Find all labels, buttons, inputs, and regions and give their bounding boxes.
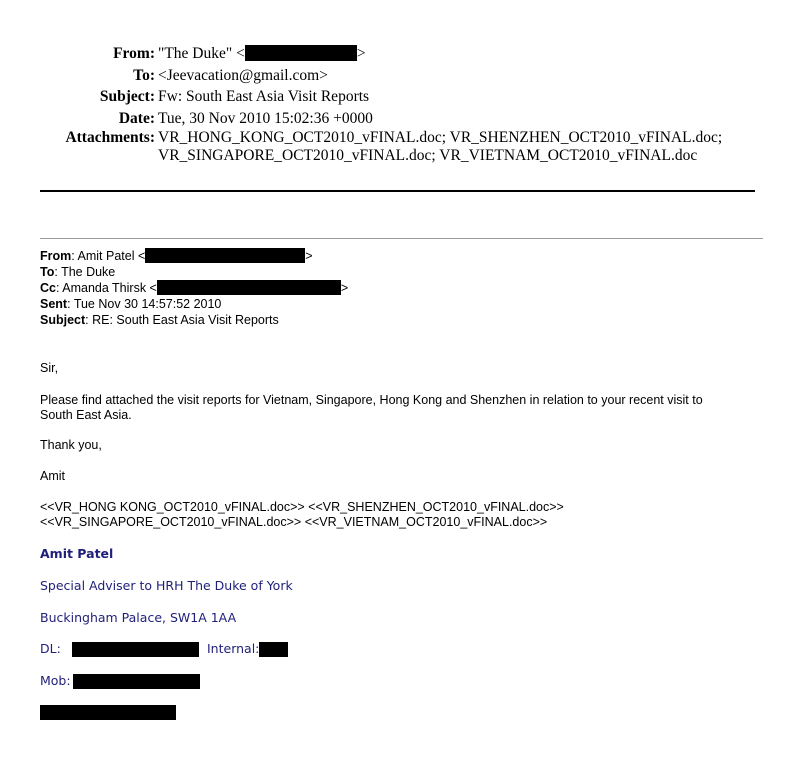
- signature-dl-label: DL:: [40, 641, 61, 656]
- forward-attachments-line1: VR_HONG_KONG_OCT2010_vFINAL.doc; VR_SHENZHEN_OCT2010_vFINAL.doc;: [158, 129, 723, 146]
- forward-from-row: [0, 43, 800, 65]
- message-divider: [40, 238, 763, 239]
- original-subject-value: : RE: South East Asia Visit Reports: [85, 313, 279, 327]
- redaction-block: [259, 642, 288, 657]
- forward-attachments-row2: [0, 147, 800, 165]
- forward-from-value: "The Duke" <: [158, 45, 245, 62]
- attachments-list-line1: <<VR_HONG KONG_OCT2010_vFINAL.doc>> <<VR_SHENZHEN_OCT2010_vFINAL.doc>>: [40, 500, 564, 514]
- forward-subject-value: Fw: South East Asia Visit Reports: [158, 88, 370, 105]
- original-from-close: >: [305, 249, 313, 263]
- signature-title: Special Adviser to HRH The Duke of York: [40, 578, 293, 593]
- forward-from-close: >: [356, 45, 366, 62]
- original-sent-row: [40, 296, 348, 312]
- signoff-line: Amit: [40, 469, 65, 483]
- original-cc-label: Cc: [40, 281, 56, 295]
- original-sent-value: : Tue Nov 30 14:57:52 2010: [67, 297, 222, 311]
- forward-date-value: Tue, 30 Nov 2010 15:02:36 +0000: [158, 109, 373, 127]
- redaction-block: [245, 45, 357, 61]
- redaction-block: [40, 705, 176, 720]
- redaction-block: [73, 674, 200, 689]
- signature-mob-row: [40, 673, 71, 688]
- forward-from-label: From:: [113, 45, 155, 62]
- forward-subject-label: Subject:: [99, 88, 155, 105]
- body-paragraph-line1: Please find attached the visit reports for Vietnam, Singapore, Hong Kong and Shenzhen in relation to your recent visit to: [40, 393, 703, 407]
- original-cc-close: >: [340, 281, 349, 295]
- signature-dl-row: [40, 641, 260, 656]
- forward-attachments-label: Attachments:: [65, 129, 155, 146]
- forward-date-label: Date:: [118, 109, 155, 127]
- original-sent-label: Sent: [40, 297, 68, 311]
- forward-subject-row: [0, 86, 800, 108]
- redaction-block: [157, 280, 341, 295]
- original-cc-row: [40, 280, 348, 296]
- original-to-label: To: [40, 265, 55, 279]
- signature-internal-label: Internal:: [207, 641, 260, 656]
- original-header: [40, 248, 348, 328]
- forward-attachments-row: [0, 129, 800, 147]
- signature-address: Buckingham Palace, SW1A 1AA: [40, 610, 237, 625]
- forward-to-label: To:: [133, 66, 155, 84]
- original-cc-value: : Amanda Thirsk <: [55, 281, 157, 295]
- forward-header: [0, 43, 800, 165]
- forward-date-row: [0, 108, 800, 130]
- original-subject-row: [40, 312, 348, 328]
- signature-name: Amit Patel: [40, 546, 114, 561]
- redaction-block: [145, 248, 305, 263]
- original-to-value: : The Duke: [54, 265, 116, 279]
- header-divider: [40, 190, 755, 192]
- body-paragraph-line2: South East Asia.: [40, 408, 132, 422]
- attachments-list-line2: <<VR_SINGAPORE_OCT2010_vFINAL.doc>> <<VR_VIETNAM_OCT2010_vFINAL.doc>>: [40, 515, 548, 529]
- original-from-value: : Amit Patel <: [71, 249, 146, 263]
- original-from-label: From: [40, 249, 72, 263]
- thanks-line: Thank you,: [40, 438, 102, 452]
- original-subject-label: Subject: [40, 313, 86, 327]
- signature-mob-label: Mob:: [40, 673, 71, 688]
- original-to-row: [40, 264, 348, 280]
- forward-attachments-line2: VR_SINGAPORE_OCT2010_vFINAL.doc; VR_VIETNAM_OCT2010_vFINAL.doc: [158, 147, 698, 164]
- forward-to-row: [0, 65, 800, 87]
- salutation: Sir,: [40, 361, 59, 375]
- redaction-block: [72, 642, 199, 657]
- original-from-row: [40, 248, 348, 264]
- forward-to-value: <Jeevacation@gmail.com>: [158, 66, 328, 84]
